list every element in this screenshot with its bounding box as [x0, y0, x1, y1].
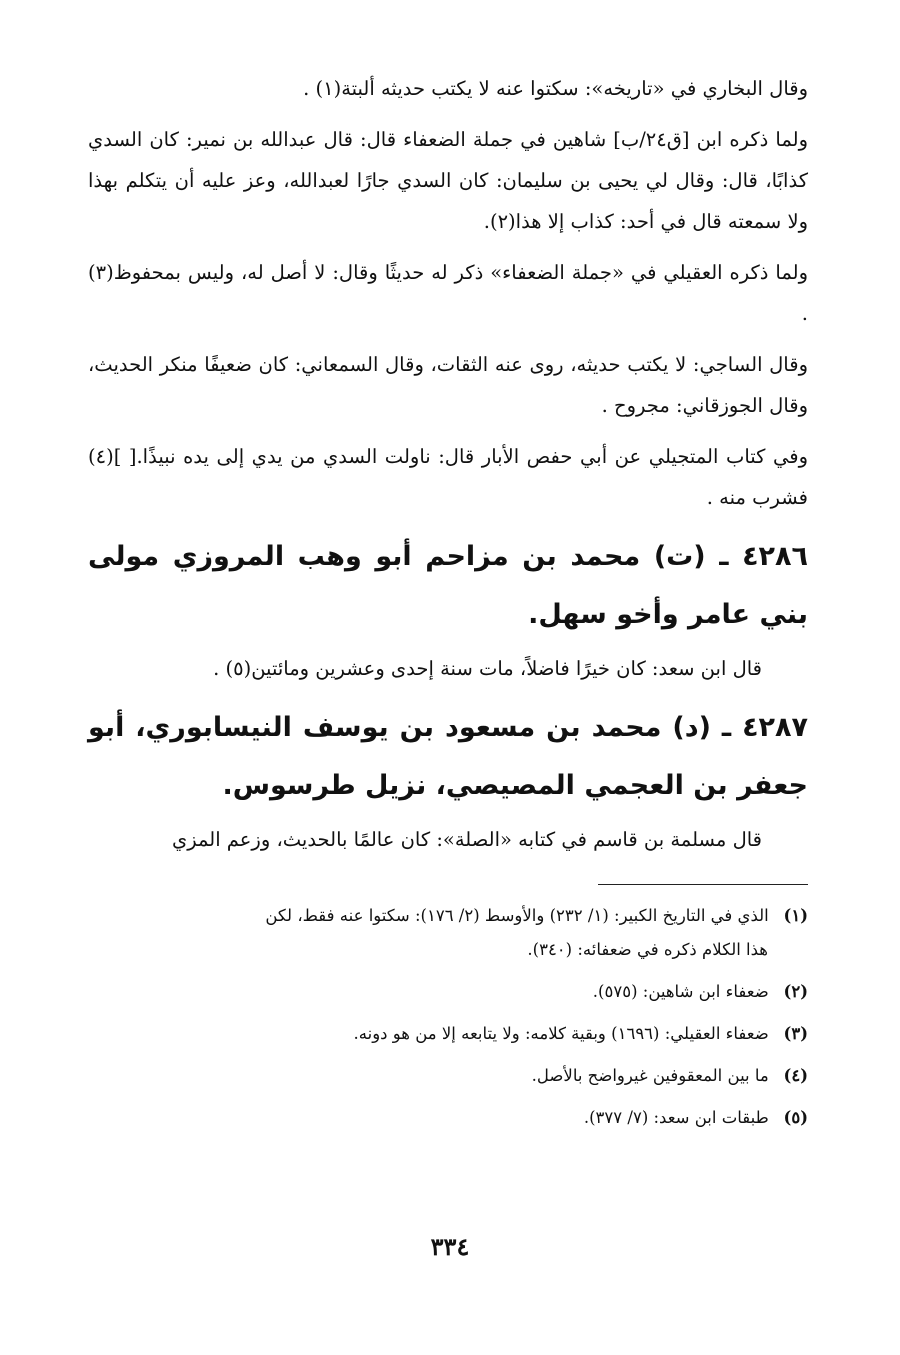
page-number: ٣٣٤ [430, 1232, 470, 1261]
footnote-text: ما بين المعقوفين غيرواضح بالأصل. [531, 1066, 769, 1085]
footnote-text: ضعفاء العقيلي: (١٦٩٦) وبقية كلامه: ولا يتابعه إلا من هو دونه. [353, 1024, 769, 1043]
footnote-number: (٤) [783, 1066, 808, 1085]
footnote-number: (٣) [783, 1024, 808, 1043]
entry-text-4286: قال ابن سعد: كان خيرًا فاضلاً، مات سنة إحدى وعشرين ومائتين(٥) . [213, 657, 762, 680]
footnote-text: الذي في التاريخ الكبير: (١/ ٢٣٢) والأوسط (٢/ ١٧٦): سكتوا عنه فقط، لكن [265, 906, 769, 925]
paragraph-saji: وقال الساجي: لا يكتب حديثه، روى عنه الثقات، وقال السمعاني: كان ضعيفًا منكر الحديث، وقال الجوزقاني: مجروح . [88, 353, 808, 417]
entry-text-4287: قال مسلمة بن قاسم في كتابه «الصلة»: كان عالمًا بالحديث، وزعم المزي [171, 828, 762, 851]
paragraph-bukhari: وقال البخاري في «تاريخه»: سكتوا عنه لا يكتب حديثه ألبتة(١) . [303, 77, 808, 100]
footnote-divider [598, 884, 808, 885]
footnote-number: (٥) [783, 1108, 808, 1127]
footnote-1 [88, 899, 808, 967]
footnote-number: (١) [783, 906, 808, 925]
footnote-5 [88, 1101, 808, 1135]
paragraph-ibn-shahin: ولما ذكره ابن [ق٢٤/ب] شاهين في جملة الضعفاء قال: قال عبدالله بن نمير: كان السدي كذابًا، قال: وقال لي يحيى بن سليمان: كان السدي جارًا لعبدالله، وعز عليه أن يتكلم بهذا ولا سمعته قال في أحد: كذاب إلا هذا(٢). [88, 128, 808, 233]
footnote-text: ضعفاء ابن شاهين: (٥٧٥). [592, 982, 769, 1001]
entry-heading-4287: ٤٢٨٧ ـ (د) محمد بن مسعود بن يوسف النيسابوري، أبو جعفر بن العجمي المصيصي، نزيل طرسوس. [88, 712, 808, 801]
footnote-number: (٢) [783, 982, 808, 1001]
paragraph-mutajili: وفي كتاب المتجيلي عن أبي حفص الأبار قال: ناولت السدي من يدي إلى يده نبيذًا.[ ](٤) فشرب منه . [88, 445, 808, 509]
footnote-4 [88, 1059, 808, 1093]
footnote-continuation: هذا الكلام ذكره في ضعفائه: (٣٤٠). [527, 940, 768, 959]
footnote-2 [88, 975, 808, 1009]
footnote-text: طبقات ابن سعد: (٧/ ٣٧٧). [583, 1108, 769, 1127]
entry-heading-4286: ٤٢٨٦ ـ (ت) محمد بن مزاحم أبو وهب المروزي مولى بني عامر وأخو سهل. [88, 541, 808, 630]
paragraph-uqayli: ولما ذكره العقيلي في «جملة الضعفاء» ذكر له حديثًا وقال: لا أصل له، وليس بمحفوظ(٣) . [88, 261, 808, 325]
footnotes [88, 899, 808, 1135]
footnote-3 [88, 1017, 808, 1051]
